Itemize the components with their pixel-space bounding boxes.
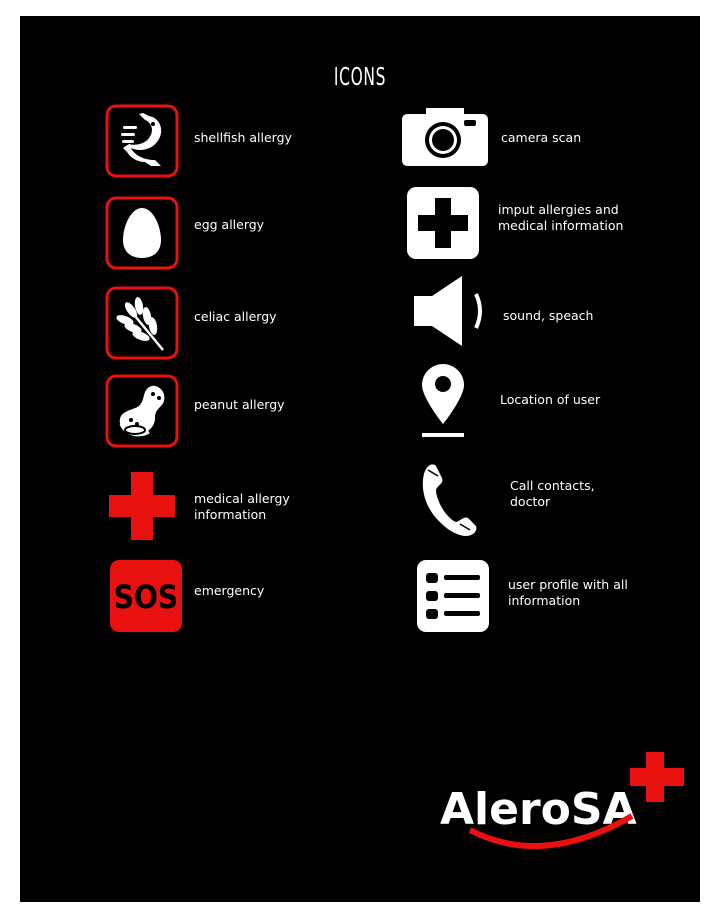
egg-icon: [105, 196, 179, 270]
page-title: ICONS: [333, 62, 387, 91]
phone-icon: [416, 460, 482, 540]
profile-list-icon: [416, 559, 490, 633]
sound-speech-label: sound, speach: [503, 308, 594, 323]
shrimp-icon: [105, 104, 179, 178]
camera-scan-label: camera scan: [501, 130, 582, 145]
medical-allergy-label: medical allergy information: [194, 491, 290, 522]
emergency-label: emergency: [194, 583, 265, 598]
sos-icon: [109, 559, 183, 633]
logo-text: AleroSA: [440, 784, 637, 835]
peanut-allergy-label: peanut allergy: [194, 397, 285, 412]
plus-icon: [406, 186, 480, 260]
camera-icon: [400, 104, 490, 168]
location-label: Location of user: [500, 392, 601, 407]
egg-allergy-label: egg allergy: [194, 217, 265, 232]
input-allergies-label: imput allergies and medical information: [498, 202, 624, 233]
alerosa-logo: [432, 750, 688, 854]
call-contacts-label: Call contacts, doctor: [510, 478, 595, 509]
shellfish-allergy-label: shellfish allergy: [194, 130, 292, 145]
speaker-icon: [412, 274, 488, 348]
medical-cross-icon: [107, 470, 177, 542]
peanut-icon: [105, 374, 179, 448]
sos-badge-text: SOS: [113, 579, 179, 617]
wheat-icon: [105, 286, 179, 360]
celiac-allergy-label: celiac allergy: [194, 309, 277, 324]
user-profile-label: user profile with all information: [508, 577, 628, 608]
icon-sheet: [20, 16, 700, 902]
location-pin-icon: [420, 362, 466, 440]
